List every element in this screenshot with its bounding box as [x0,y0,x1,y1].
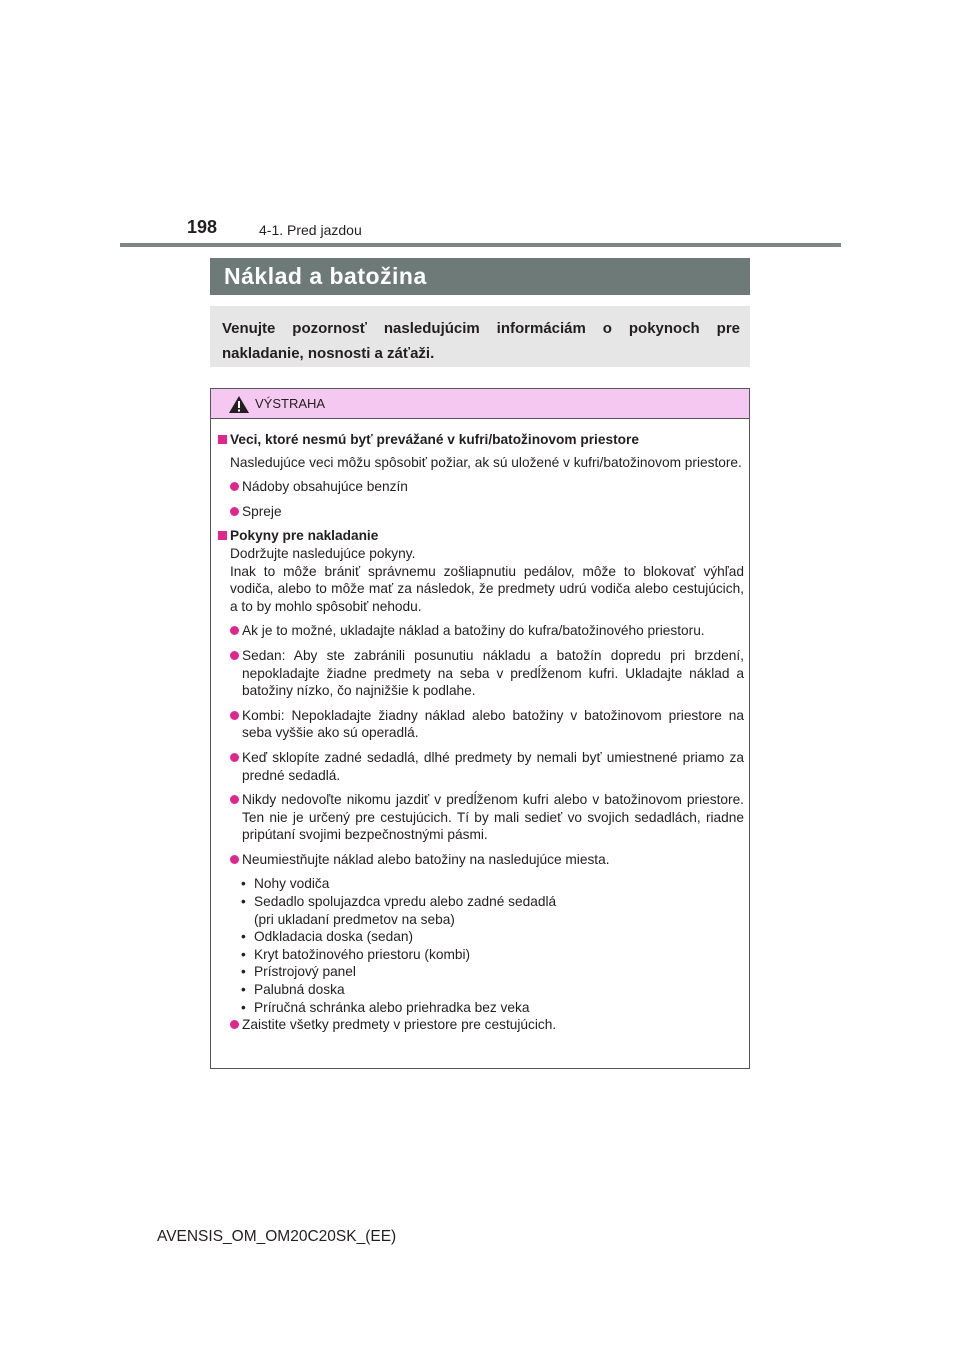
paragraph: Dodržujte nasledujúce pokyny. [230,545,416,561]
section-label: 4-1. Pred jazdou [259,222,362,238]
list-item: Neumiestňujte náklad alebo batožiny na nasledujúce miesta. [218,851,744,869]
paragraph: Nasledujúce veci môžu spôsobiť požiar, ak sú uložené v kufri/batožinovom priestore. [230,454,742,470]
sub-list-item: • Palubná doska [218,981,744,999]
warning-label: VÝSTRAHA [255,396,326,411]
page-number: 198 [187,217,218,237]
paragraph: Inak to môže brániť správnemu zošliapnutiu pedálov, môže to blokovať výhľad vodiča, alebo to môže mať za následok, že predmety udrú vodiča alebo cestujúcich, a to by mohlo spôsobiť nehodu. [230,563,744,614]
list-item: Ak je to možné, ukladajte náklad a batožiny do kufra/batožinového priestoru. [218,622,744,640]
sub-list-item: • Odkladacia doska (sedan) [218,928,744,946]
sub-list-item: • Prístrojový panel [218,963,744,981]
intro-box [210,306,750,367]
list-item: Kombi: Nepokladajte žiadny náklad alebo batožiny v batožinovom priestore na seba vyššie ako sú operadlá. [218,707,744,742]
page-title: Náklad a batožina [224,263,427,289]
warning-heading-forbidden-items: Veci, ktoré nesmú byť prevážané v kufri/batožinovom priestore [218,431,744,449]
sub-list-item: • Kryt batožinového priestoru (kombi) [218,946,744,964]
list-item: Zaistite všetky predmety v priestore pre cestujúcich. [218,1016,744,1034]
list-item: Sedan: Aby ste zabránili posunutiu nákladu a batožín dopredu pri brzdení, nepokladajte žiadne predmety na seba v predĺženom kufri. Ukladajte náklad a batožiny nízko, čo najnižšie k podlahe. [218,647,744,700]
warning-body [218,431,744,1034]
list-item: Spreje [218,503,744,521]
sub-list-item: • Príručná schránka alebo priehradka bez veka [218,999,744,1017]
header-divider [120,243,841,247]
sub-list-item: • Nohy vodiča [218,875,744,893]
warning-heading-loading: Pokyny pre nakladanie [218,527,744,545]
list-item: Nikdy nedovoľte nikomu jazdiť v predĺženom kufri alebo v batožinovom priestore. Ten nie je určený pre cestujúcich. Tí by mali sedieť vo svojich sedadlách, riadne pripútaní svojimi bezpečnostnými pásmi. [218,791,744,844]
warning-box [210,388,750,1069]
sub-list-item-continuation: (pri ukladaní predmetov na seba) [254,911,455,927]
list-item: Keď sklopíte zadné sedadlá, dlhé predmety by nemali byť umiestnené priamo za predné sedadlá. [218,749,744,784]
warning-header [211,389,749,419]
intro-text: Venujte pozornosť nasledujúcim informáciám o pokynoch pre nakladanie, nosnosti a záťaži. [222,320,740,362]
warning-triangle-icon [228,395,250,414]
footer-doc-code: AVENSIS_OM_OM20C20SK_(EE) [157,1228,397,1245]
list-item: Nádoby obsahujúce benzín [218,478,744,496]
sub-list-item: • Sedadlo spolujazdca vpredu alebo zadné sedadlá [218,893,744,911]
title-bar [210,258,750,295]
